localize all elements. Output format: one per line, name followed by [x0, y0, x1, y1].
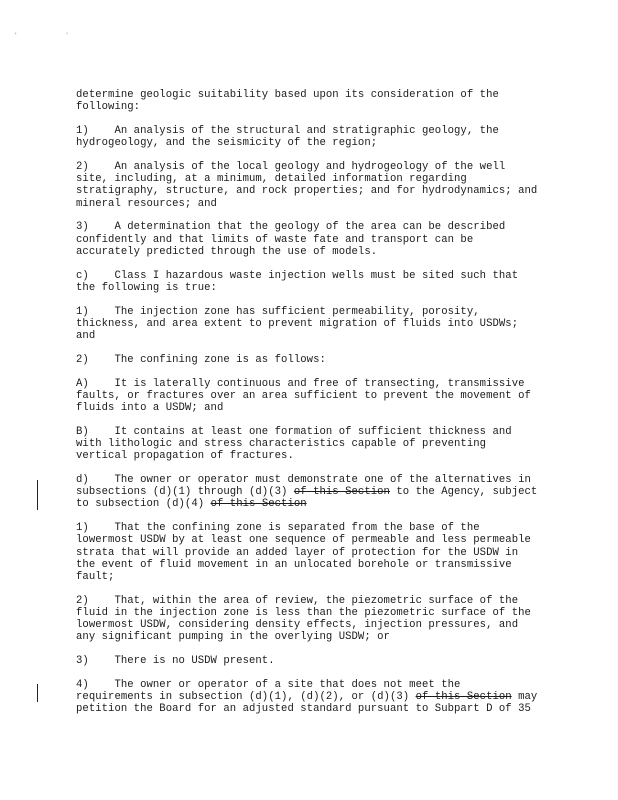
text-line: any significant pumping in the overlying USDW; or [76, 631, 390, 644]
text-line: accurately predicted through the use of models. [76, 245, 378, 258]
struck-text: of this Section [293, 486, 390, 499]
paragraph-item-B [76, 426, 546, 463]
paragraph-item-d1 [76, 522, 546, 583]
text-line: lowermost USDW, considering density effects, injection pressures, and [76, 619, 519, 632]
text-segment: requirements in subsection (d)(1), (d)(2), or (d)(3) [76, 691, 416, 704]
text-line: the event of fluid movement in an unlocated borehole or transmissive [76, 558, 512, 571]
paragraph-intro [76, 89, 546, 113]
paragraph-item-d4 [76, 679, 546, 716]
paragraph-item-d2 [76, 595, 546, 644]
text-line: 2) That, within the area of review, the piezometric surface of the [76, 594, 519, 607]
paragraph-item-2 [76, 161, 546, 210]
revision-bar-d [37, 480, 38, 510]
text-line [76, 498, 546, 510]
text-line [76, 486, 546, 498]
text-segment: subsections (d)(1) through (d)(3) [76, 486, 294, 499]
paragraph-item-3 [76, 221, 546, 258]
text-line: following: [76, 101, 141, 114]
text-line: faults, or fractures over an area sufficient to prevent the movement of [76, 389, 531, 402]
text-line: with lithologic and stress characteristics capable of preventing [76, 438, 487, 451]
text-line: confidently and that limits of waste fate and transport can be [76, 233, 474, 246]
text-line: hydrogeology, and the seismicity of the region; [76, 137, 378, 150]
paragraph-item-A [76, 378, 546, 415]
text-line: and [76, 330, 96, 343]
text-line: 4) The owner or operator of a site that does not meet the [76, 679, 461, 692]
struck-text: of this Section [210, 498, 307, 511]
text-line: B) It contains at least one formation of sufficient thickness and [76, 425, 512, 438]
text-line: thickness, and area extent to prevent migration of fluids into USDWs; [76, 317, 519, 330]
text-line: site, including, at a minimum, detailed information regarding [76, 173, 467, 186]
paragraph-item-d3 [76, 655, 546, 667]
text-line: d) The owner or operator must demonstrate one of the alternatives in [76, 474, 531, 487]
text-line: 1) An analysis of the structural and stratigraphic geology, the [76, 125, 499, 137]
paragraph-item-c1 [76, 306, 546, 343]
text-line: 2) The confining zone is as follows: [76, 353, 326, 366]
struck-text: of this Section [415, 691, 512, 704]
revision-bar-d4 [37, 684, 38, 702]
text-line: the following is true: [76, 281, 217, 294]
text-line: lowermost USDW by at least one sequence of permeable and less permeable [76, 534, 531, 547]
paragraph-item-c [76, 270, 546, 294]
text-line: c) Class I hazardous waste injection wells must be sited such that [76, 269, 519, 282]
text-segment: may [511, 691, 538, 704]
text-line: 2) An analysis of the local geology and hydrogeology of the well [76, 161, 506, 173]
text-line: determine geologic suitability based upon its consideration of the [76, 89, 499, 101]
text-line: stratigraphy, structure, and rock properties; and for hydrodynamics; and [76, 185, 538, 198]
text-line: 1) The injection zone has sufficient permeability, porosity, [76, 305, 480, 318]
paragraph-item-c2 [76, 354, 546, 366]
text-line: fluid in the injection zone is less than the piezometric surface of the [76, 607, 531, 620]
text-line: 3) A determination that the geology of the area can be described [76, 221, 506, 234]
text-line: strata that will provide an added layer of protection for the USDW in [76, 546, 519, 559]
text-line: 3) There is no USDW present. [76, 655, 275, 668]
text-line: mineral resources; and [76, 197, 217, 210]
paragraph-item-1 [76, 125, 546, 149]
text-line: petition the Board for an adjusted standard pursuant to Subpart D of 35 [76, 703, 531, 716]
text-line: 1) That the confining zone is separated from the base of the [76, 522, 480, 535]
text-line: fluids into a USDW; and [76, 402, 224, 415]
corner-marks: ' ' [14, 32, 91, 39]
text-line: fault; [76, 571, 115, 584]
text-line: vertical propagation of fractures. [76, 450, 294, 463]
document-body [76, 89, 546, 727]
paragraph-item-d [76, 474, 546, 511]
text-segment: to subsection (d)(4) [76, 498, 211, 511]
text-line: A) It is laterally continuous and free of transecting, transmissive [76, 377, 525, 390]
text-segment: to the Agency, subject [389, 486, 538, 499]
text-line [76, 691, 546, 703]
